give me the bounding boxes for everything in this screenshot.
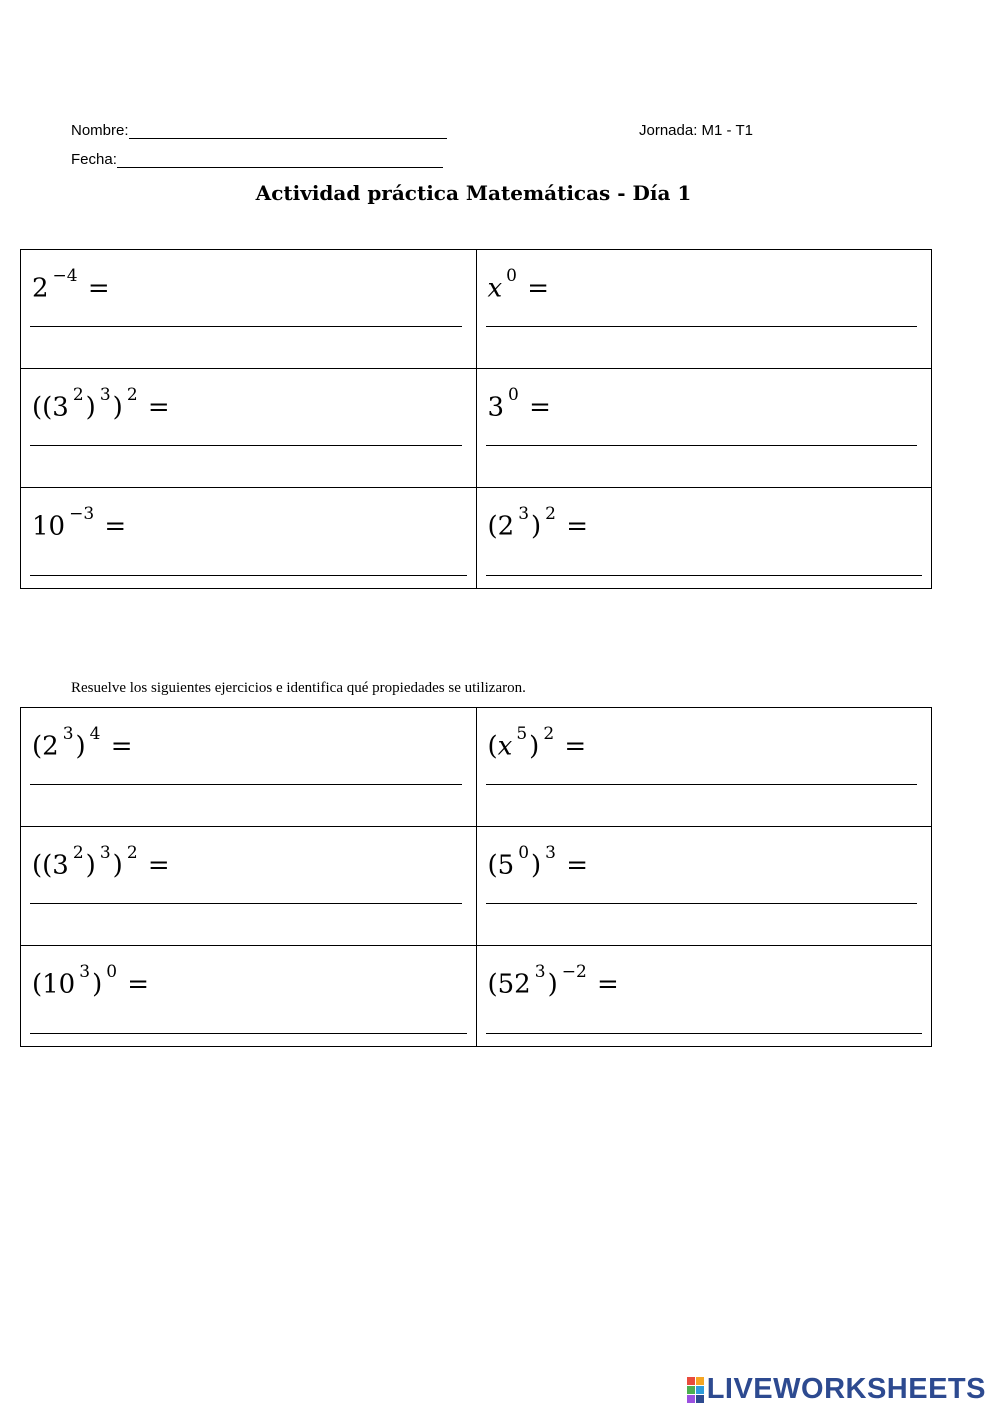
- expression-text: ): [529, 731, 540, 762]
- exercise-cell: [21, 827, 477, 946]
- logo-mark-icon: [687, 1377, 704, 1403]
- name-field: [71, 122, 447, 139]
- expression-text: ): [112, 850, 123, 881]
- expression-text: ): [75, 731, 86, 762]
- answer-line[interactable]: [30, 445, 462, 446]
- date-blank-line[interactable]: [117, 167, 443, 168]
- exercise-expression: [32, 843, 170, 881]
- exercise-cell: [476, 827, 932, 946]
- exercise-expression: [487, 385, 551, 423]
- variable: x: [497, 731, 513, 762]
- instructions-text: Resuelve los siguientes ejercicios e identifica qué propiedades se utilizaron.: [71, 680, 526, 696]
- answer-line[interactable]: [486, 903, 918, 904]
- expression-text: =: [558, 850, 589, 881]
- exponent: 2: [126, 385, 138, 405]
- logo-square: [687, 1395, 695, 1403]
- answer-line[interactable]: [30, 326, 462, 327]
- exponent: 0: [518, 843, 530, 863]
- expression-text: =: [588, 969, 619, 1000]
- exercise-expression: [487, 504, 589, 542]
- exercise-expression: [487, 962, 619, 1000]
- expression-text: ): [547, 969, 558, 1000]
- exponent: 3: [79, 962, 91, 982]
- exercise-expression: [32, 962, 150, 1000]
- exponent: 5: [516, 724, 528, 744]
- exercise-cell: [476, 946, 932, 1047]
- exponent: 2: [126, 843, 138, 863]
- expression-text: ): [531, 511, 542, 542]
- expression-text: (5: [487, 850, 515, 881]
- answer-line[interactable]: [486, 1033, 923, 1034]
- shift-label: Jornada: M1 - T1: [639, 122, 753, 139]
- answer-line[interactable]: [486, 326, 918, 327]
- exercise-expression: [32, 266, 110, 304]
- exponent: 3: [62, 724, 74, 744]
- exponent: 0: [506, 266, 517, 286]
- expression-text: ): [92, 969, 103, 1000]
- logo-square: [696, 1395, 704, 1403]
- expression-text: (2: [32, 731, 59, 762]
- exercise-table-2: [20, 707, 932, 1047]
- logo-square: [696, 1377, 704, 1385]
- expression-text: (2: [487, 511, 515, 542]
- expression-text: ): [531, 850, 542, 881]
- expression-text: =: [520, 392, 551, 423]
- exercise-row: [21, 369, 932, 488]
- exercise-expression: [487, 266, 550, 304]
- page-title: Actividad práctica Matemáticas - Día 1: [255, 181, 692, 205]
- name-label: Nombre:: [71, 122, 129, 139]
- exercise-cell: [21, 708, 477, 827]
- exercise-expression: [487, 843, 589, 881]
- expression-text: (: [487, 731, 498, 762]
- liveworksheets-logo: [687, 1373, 986, 1406]
- exponent: 3: [518, 504, 530, 524]
- exercise-cell: [476, 708, 932, 827]
- answer-line[interactable]: [30, 575, 467, 576]
- exponent: 0: [106, 962, 118, 982]
- exponent: 3: [99, 843, 111, 863]
- exponent: 2: [72, 843, 84, 863]
- exercise-expression: [32, 504, 127, 542]
- expression-text: =: [102, 731, 133, 762]
- expression-text: (10: [32, 969, 76, 1000]
- expression-text: 2: [32, 273, 49, 304]
- expression-text: =: [139, 392, 170, 423]
- exponent: 2: [545, 504, 556, 524]
- date-label: Fecha:: [71, 151, 117, 168]
- exercise-cell: [476, 369, 932, 488]
- variable: x: [487, 273, 503, 304]
- exercise-expression: [32, 724, 133, 762]
- expression-text: =: [139, 850, 170, 881]
- exercise-cell: [476, 488, 932, 589]
- expression-text: ): [85, 392, 96, 423]
- expression-text: =: [96, 511, 127, 542]
- exercise-expression: [487, 724, 587, 762]
- answer-line[interactable]: [30, 1033, 467, 1034]
- exercise-expression: [32, 385, 170, 423]
- exponent: 3: [545, 843, 556, 863]
- exponent: 3: [99, 385, 111, 405]
- expression-text: ): [85, 850, 96, 881]
- expression-text: ((3: [32, 850, 69, 881]
- expression-text: =: [558, 511, 589, 542]
- logo-square: [696, 1386, 704, 1394]
- exponent: −3: [69, 504, 95, 524]
- expression-text: =: [556, 731, 587, 762]
- expression-text: 3: [487, 392, 505, 423]
- date-field: [71, 151, 443, 168]
- exercise-cell: [21, 250, 477, 369]
- logo-square: [687, 1377, 695, 1385]
- answer-line[interactable]: [486, 575, 923, 576]
- answer-line[interactable]: [30, 903, 462, 904]
- exercise-cell: [21, 946, 477, 1047]
- exercise-row: [21, 827, 932, 946]
- exercise-cell: [21, 488, 477, 589]
- exponent: 2: [543, 724, 555, 744]
- exercise-row: [21, 946, 932, 1047]
- exponent: −2: [561, 962, 587, 982]
- exponent: 3: [534, 962, 546, 982]
- name-blank-line[interactable]: [129, 138, 447, 139]
- exponent: 0: [508, 385, 519, 405]
- logo-text: LIVEWORKSHEETS: [706, 1373, 986, 1405]
- exercise-cell: [21, 369, 477, 488]
- expression-text: =: [79, 273, 110, 304]
- expression-text: =: [119, 969, 150, 1000]
- exercise-row: [21, 250, 932, 369]
- answer-line[interactable]: [486, 445, 918, 446]
- logo-square: [687, 1386, 695, 1394]
- expression-text: ): [112, 392, 123, 423]
- expression-text: =: [519, 273, 550, 304]
- exercise-row: [21, 708, 932, 827]
- expression-text: (52: [487, 969, 531, 1000]
- answer-line[interactable]: [486, 784, 918, 785]
- exponent: 4: [89, 724, 101, 744]
- exercise-row: [21, 488, 932, 589]
- answer-line[interactable]: [30, 784, 462, 785]
- expression-text: 10: [32, 511, 66, 542]
- exercise-table-1: [20, 249, 932, 589]
- exponent: −4: [52, 266, 78, 286]
- expression-text: ((3: [32, 392, 69, 423]
- exercise-cell: [476, 250, 932, 369]
- exponent: 2: [72, 385, 84, 405]
